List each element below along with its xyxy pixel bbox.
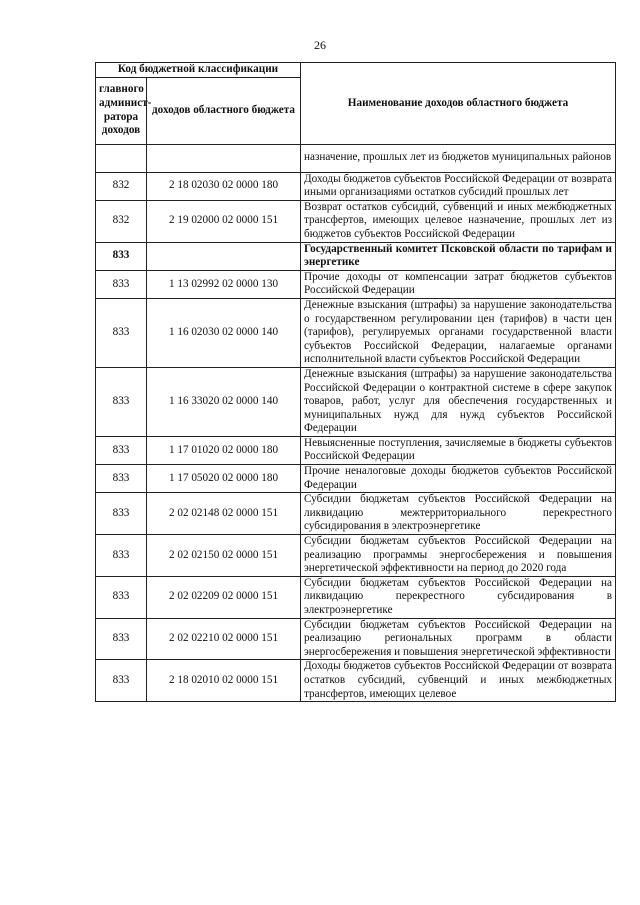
header-admin: главного админист-ратора доходов: [96, 77, 147, 144]
table-body: [96, 144, 616, 702]
table-row: [96, 242, 616, 270]
income-name-cell: Субсидии бюджетам субъектов Российской Федерации на ликвидацию межтерриториального перекрестного субсидирования в электроэнергетике: [301, 493, 616, 535]
admin-code-cell: 832: [96, 200, 147, 242]
income-name-cell: Возврат остатков субсидий, субвенций и иных межбюджетных трансфертов, имеющих целевое назначение, прошлых лет из бюджетов субъектов Российской Федерации: [301, 200, 616, 242]
income-name-cell: Субсидии бюджетам субъектов Российской Федерации на реализацию региональных программ в области энергосбережения и повышения энергетической эффективности: [301, 618, 616, 660]
income-name-cell: Денежные взыскания (штрафы) за нарушение законодательства о государственном регулировании цен (тарифов) в части цен (тарифов), регулируемых органами государственной власти субъектов Российской Федерации, налагаемые органами исполнительной власти субъектов Российской Федерации: [301, 298, 616, 367]
income-code-cell: 1 16 02030 02 0000 140: [147, 298, 301, 367]
admin-code-cell: 832: [96, 172, 147, 200]
income-name-cell: Прочие доходы от компенсации затрат бюджетов субъектов Российской Федерации: [301, 270, 616, 298]
income-code-cell: 2 19 02000 02 0000 151: [147, 200, 301, 242]
income-name-cell: Прочие неналоговые доходы бюджетов субъектов Российской Федерации: [301, 465, 616, 493]
admin-code-cell: 833: [96, 576, 147, 618]
income-code-cell: 2 02 02150 02 0000 151: [147, 535, 301, 577]
income-code-cell: 2 02 02210 02 0000 151: [147, 618, 301, 660]
table-row: [96, 200, 616, 242]
table-row: [96, 436, 616, 464]
income-name-cell: Субсидии бюджетам субъектов Российской Федерации на ликвидацию перекрестного субсидирования в электроэнергетике: [301, 576, 616, 618]
admin-code-cell: 833: [96, 660, 147, 702]
admin-code-cell: 833: [96, 535, 147, 577]
income-name-cell: назначение, прошлых лет из бюджетов муниципальных районов: [301, 144, 616, 172]
admin-code-cell: 833: [96, 270, 147, 298]
header-code: доходов областного бюджета: [147, 77, 301, 144]
table-row: [96, 493, 616, 535]
income-code-cell: [147, 144, 301, 172]
admin-code-cell: 833: [96, 465, 147, 493]
admin-code-cell: 833: [96, 298, 147, 367]
table-row: [96, 576, 616, 618]
income-name-cell: Субсидии бюджетам субъектов Российской Федерации на реализацию программы энергосбережения и повышения энергетической эффективности на период до 2020 года: [301, 535, 616, 577]
table-row: [96, 144, 616, 172]
budget-classification-table: [95, 62, 616, 702]
table-row: [96, 535, 616, 577]
admin-code-cell: [96, 144, 147, 172]
admin-code-cell: 833: [96, 618, 147, 660]
table-row: [96, 172, 616, 200]
header-name: Наименование доходов областного бюджета: [301, 63, 616, 145]
income-name-cell: Доходы бюджетов субъектов Российской Федерации от возврата остатков субсидий, субвенций и иных межбюджетных трансфертов, имеющих целевое: [301, 660, 616, 702]
income-name-cell: Государственный комитет Псковской области по тарифам и энергетике: [301, 242, 616, 270]
income-code-cell: 2 18 02030 02 0000 180: [147, 172, 301, 200]
income-code-cell: 1 17 01020 02 0000 180: [147, 436, 301, 464]
income-code-cell: [147, 242, 301, 270]
table-row: [96, 298, 616, 367]
page-number: 26: [314, 38, 326, 52]
income-code-cell: 2 18 02010 02 0000 151: [147, 660, 301, 702]
income-code-cell: 2 02 02148 02 0000 151: [147, 493, 301, 535]
table-row: [96, 618, 616, 660]
admin-code-cell: 833: [96, 493, 147, 535]
table-row: [96, 465, 616, 493]
income-code-cell: 1 16 33020 02 0000 140: [147, 367, 301, 436]
income-name-cell: Денежные взыскания (штрафы) за нарушение законодательства Российской Федерации о контрактной системе в сфере закупок товаров, работ, услуг для обеспечения государственных и муниципальных нужд для нужд субъектов Российской Федерации: [301, 367, 616, 436]
header-group-title: Код бюджетной классификации: [96, 63, 301, 78]
income-code-cell: 1 17 05020 02 0000 180: [147, 465, 301, 493]
income-name-cell: Доходы бюджетов субъектов Российской Федерации от возврата иными организациями остатков субсидий прошлых лет: [301, 172, 616, 200]
table-row: [96, 367, 616, 436]
income-name-cell: Невыясненные поступления, зачисляемые в бюджеты субъектов Российской Федерации: [301, 436, 616, 464]
income-code-cell: 2 02 02209 02 0000 151: [147, 576, 301, 618]
admin-code-cell: 833: [96, 367, 147, 436]
table-row: [96, 270, 616, 298]
table-row: [96, 660, 616, 702]
admin-code-cell: 833: [96, 436, 147, 464]
income-code-cell: 1 13 02992 02 0000 130: [147, 270, 301, 298]
admin-code-cell: 833: [96, 242, 147, 270]
